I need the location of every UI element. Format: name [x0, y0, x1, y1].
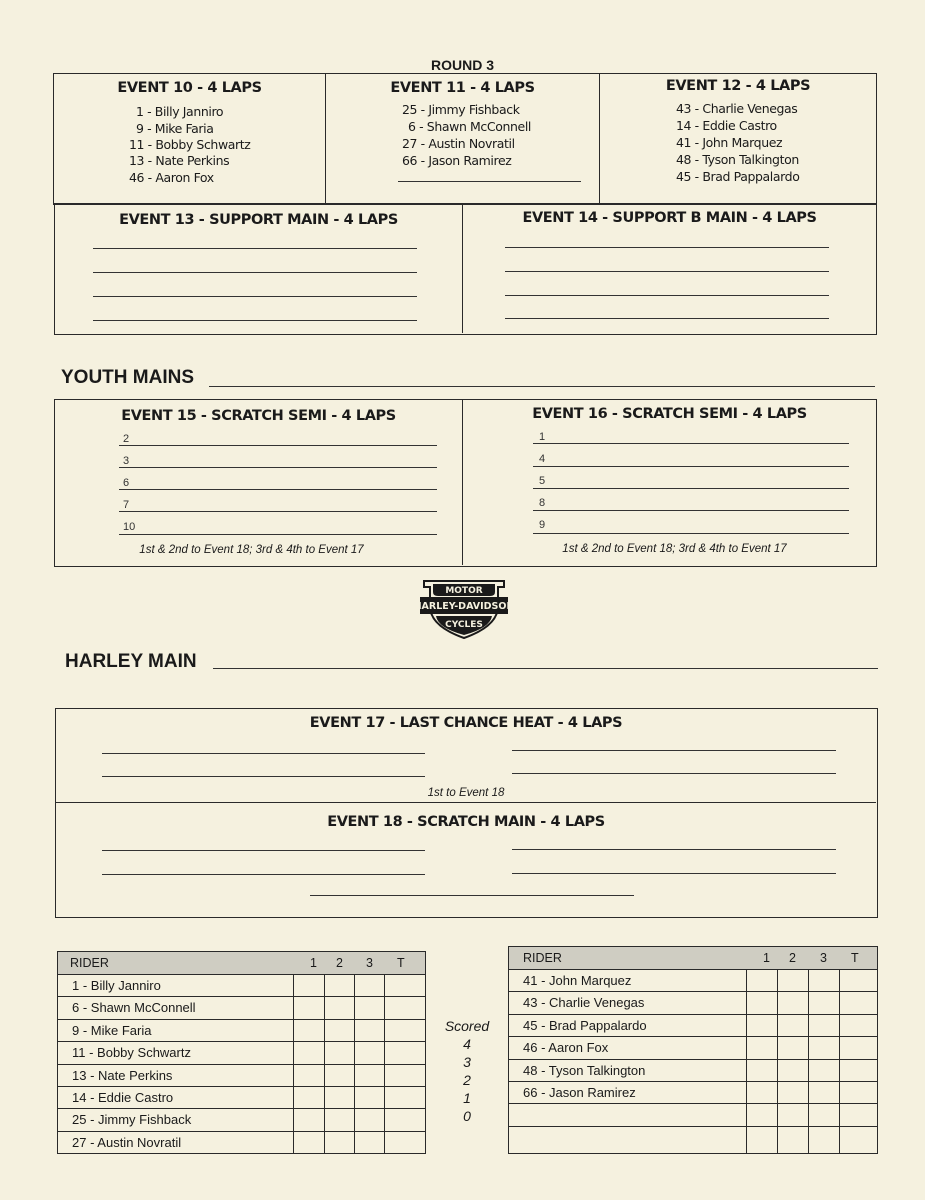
blank-line: [119, 445, 437, 446]
table-row: [509, 1060, 877, 1082]
blank-line: [102, 753, 425, 754]
semi-position: 9: [539, 519, 546, 531]
support-box: [54, 203, 877, 335]
rider-name: 6 - Shawn McConnell: [72, 1000, 196, 1016]
blank-line: [310, 895, 634, 896]
semi-position: 6: [123, 477, 130, 489]
blank-line: [505, 295, 829, 296]
heading-underline: [213, 668, 878, 669]
event-18-title: EVENT 18 - SCRATCH MAIN - 4 LAPS: [327, 814, 605, 830]
event-16-cell: [463, 400, 876, 565]
blank-line: [119, 534, 437, 535]
blank-line: [102, 874, 425, 875]
semis-box: [54, 399, 877, 567]
table-row: [58, 997, 425, 1019]
event-14-cell: [463, 204, 876, 333]
event-13-title: EVENT 13 - SUPPORT MAIN - 4 LAPS: [119, 212, 398, 228]
svg-text:HARLEY-DAVIDSON: HARLEY-DAVIDSON: [418, 601, 510, 612]
scored-value: 1: [463, 1090, 471, 1106]
youth-mains-heading: YOUTH MAINS: [61, 367, 194, 388]
score-table-left: [57, 951, 426, 1154]
event-17-note: 1st to Event 18: [427, 787, 505, 799]
column-divider: [384, 975, 385, 1153]
semi-position: 2: [123, 433, 130, 445]
event-11-entry: 6 - Shawn McConnell: [408, 119, 531, 134]
event-10-entry: 46 - Aaron Fox: [129, 170, 214, 185]
event-12-entry: 41 - John Marquez: [676, 135, 783, 150]
event-10-title: EVENT 10 - 4 LAPS: [117, 80, 262, 96]
blank-line: [119, 511, 437, 512]
semi-position: 4: [539, 453, 546, 465]
event-11-title: EVENT 11 - 4 LAPS: [390, 80, 535, 96]
svg-text:CYCLES: CYCLES: [445, 620, 483, 630]
semi-position: 7: [123, 499, 130, 511]
heat-2-header: 2: [336, 956, 343, 970]
event-11-entry: 25 - Jimmy Fishback: [402, 102, 520, 117]
column-divider: [293, 975, 294, 1153]
heading-underline: [209, 386, 875, 387]
scored-value: 2: [463, 1072, 471, 1088]
event-13-cell: [55, 204, 463, 333]
event-10-entry: 9 - Mike Faria: [136, 121, 214, 136]
rider-name: 43 - Charlie Venegas: [523, 995, 645, 1011]
heat-1-header: 1: [763, 951, 770, 965]
rider-name: 45 - Brad Pappalardo: [523, 1017, 647, 1033]
rider-name: 13 - Nate Perkins: [72, 1067, 173, 1083]
semi-position: 8: [539, 497, 546, 509]
scored-label: Scored: [444, 1018, 490, 1034]
blank-line: [398, 181, 581, 182]
round-title: ROUND 3: [430, 57, 494, 73]
event-15-cell: [55, 400, 463, 565]
heat-1-header: 1: [310, 956, 317, 970]
blank-line: [505, 271, 829, 272]
rider-name: 27 - Austin Novratil: [72, 1134, 182, 1150]
table-row: [509, 1037, 877, 1059]
semi-position: 1: [539, 431, 546, 443]
event-11-cell: [326, 74, 600, 203]
rider-header: RIDER: [523, 951, 562, 965]
table-row: [58, 1132, 425, 1154]
event-17-cell: [56, 709, 876, 803]
heat-3-header: 3: [820, 951, 827, 965]
column-divider: [808, 970, 809, 1153]
table-row: [58, 1065, 425, 1087]
blank-line: [93, 296, 417, 297]
event-10-entry: 1 - Billy Janniro: [136, 104, 224, 119]
semi-position: 10: [123, 521, 136, 533]
event-12-entry: 14 - Eddie Castro: [676, 118, 777, 133]
score-header: [509, 947, 877, 970]
event-12-entry: 48 - Tyson Talkington: [676, 152, 799, 167]
events-top-box: [53, 73, 877, 205]
scored-legend: [426, 1017, 508, 1125]
harley-davidson-logo: [418, 578, 510, 640]
event-12-entry: 45 - Brad Pappalardo: [676, 169, 800, 184]
rider-name: 48 - Tyson Talkington: [523, 1062, 646, 1078]
event-15-note: 1st & 2nd to Event 18; 3rd & 4th to Event 17: [139, 544, 364, 556]
scored-value: 3: [463, 1054, 471, 1070]
blank-line: [533, 510, 849, 511]
blank-line: [512, 773, 836, 774]
harley-main-heading: HARLEY MAIN: [65, 651, 197, 672]
rider-name: 11 - Bobby Schwartz: [72, 1045, 191, 1061]
table-row: [509, 1015, 877, 1037]
blank-line: [505, 247, 829, 248]
event-14-title: EVENT 14 - SUPPORT B MAIN - 4 LAPS: [522, 210, 817, 226]
scored-value: 0: [463, 1108, 471, 1124]
column-divider: [777, 970, 778, 1153]
column-divider: [324, 975, 325, 1153]
table-row: [509, 1127, 877, 1149]
column-divider: [746, 970, 747, 1153]
column-divider: [354, 975, 355, 1153]
rider-header: RIDER: [70, 956, 109, 970]
rider-name: 1 - Billy Janniro: [72, 978, 161, 993]
event-17-title: EVENT 17 - LAST CHANCE HEAT - 4 LAPS: [309, 715, 623, 731]
event-16-title: EVENT 16 - SCRATCH SEMI - 4 LAPS: [532, 406, 807, 422]
blank-line: [102, 850, 425, 851]
event-11-entry: 66 - Jason Ramirez: [402, 153, 512, 168]
blank-line: [119, 467, 437, 468]
table-row: [58, 1020, 425, 1042]
blank-line: [505, 318, 829, 319]
blank-line: [93, 248, 417, 249]
blank-line: [533, 488, 849, 489]
rider-name: 66 - Jason Ramirez: [523, 1085, 636, 1100]
blank-line: [93, 320, 417, 321]
blank-line: [512, 849, 836, 850]
scored-value: 4: [463, 1036, 471, 1052]
semi-position: 3: [123, 455, 130, 467]
event-18-cell: [56, 803, 876, 916]
event-10-entry: 13 - Nate Perkins: [129, 153, 230, 168]
table-row: [58, 975, 425, 997]
table-row: [509, 1104, 877, 1126]
event-10-cell: [54, 74, 326, 203]
score-header: [58, 952, 425, 975]
table-row: [58, 1042, 425, 1064]
rider-name: 14 - Eddie Castro: [72, 1090, 174, 1105]
heat-3-header: 3: [366, 956, 373, 970]
total-header: T: [851, 951, 859, 965]
svg-text:MOTOR: MOTOR: [445, 586, 483, 596]
score-table-right: [508, 946, 878, 1154]
blank-line: [512, 873, 836, 874]
bar-and-shield-icon: [418, 578, 510, 640]
blank-line: [533, 533, 849, 534]
table-row: [58, 1087, 425, 1109]
blank-line: [512, 750, 836, 751]
harley-main-box: [55, 708, 878, 918]
event-11-entry: 27 - Austin Novratil: [402, 136, 515, 151]
blank-line: [93, 272, 417, 273]
event-12-cell: [600, 74, 876, 203]
event-15-title: EVENT 15 - SCRATCH SEMI - 4 LAPS: [121, 408, 396, 424]
blank-line: [102, 776, 425, 777]
blank-line: [533, 443, 849, 444]
blank-line: [119, 489, 437, 490]
table-row: [509, 992, 877, 1014]
table-row: [509, 970, 877, 992]
rider-name: 9 - Mike Faria: [72, 1022, 152, 1038]
event-10-entry: 11 - Bobby Schwartz: [129, 137, 251, 152]
event-12-entry: 43 - Charlie Venegas: [676, 101, 798, 116]
rider-name: 25 - Jimmy Fishback: [72, 1112, 192, 1128]
rider-name: 41 - John Marquez: [523, 973, 632, 988]
table-row: [58, 1109, 425, 1131]
total-header: T: [397, 956, 405, 970]
blank-line: [533, 466, 849, 467]
heat-2-header: 2: [789, 951, 796, 965]
semi-position: 5: [539, 475, 546, 487]
event-12-title: EVENT 12 - 4 LAPS: [665, 78, 811, 94]
event-16-note: 1st & 2nd to Event 18; 3rd & 4th to Event 17: [562, 543, 787, 555]
table-row: [509, 1082, 877, 1104]
rider-name: 46 - Aaron Fox: [523, 1040, 609, 1056]
column-divider: [839, 970, 840, 1153]
